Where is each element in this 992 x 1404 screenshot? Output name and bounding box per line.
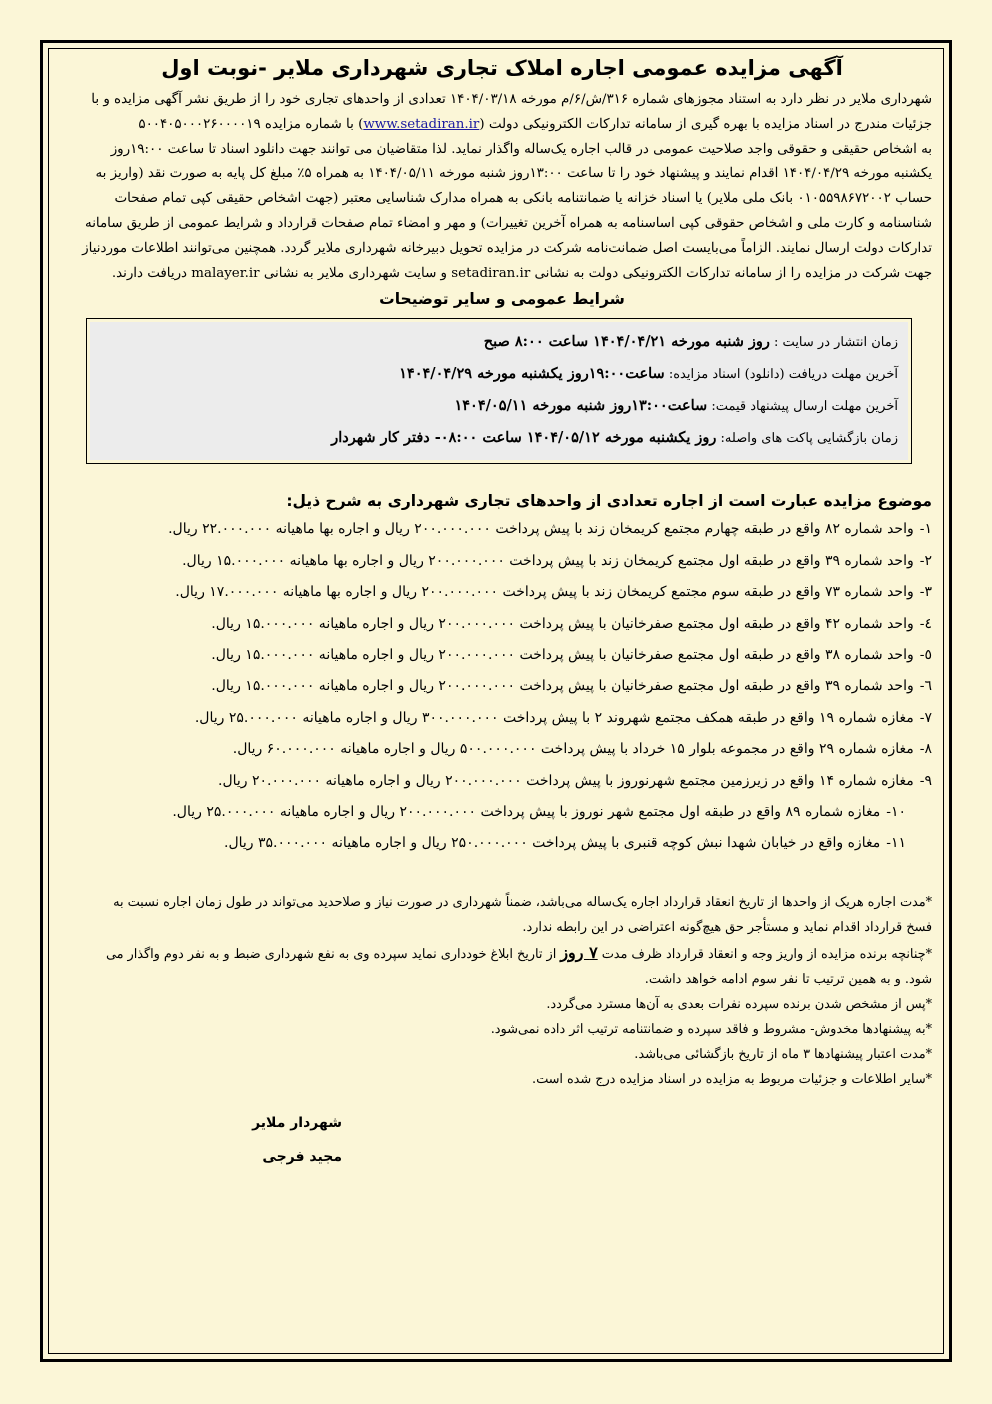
item-number: ٦- xyxy=(919,678,932,695)
intro-line: یکشنبه مورخه ۱۴۰۴/۰۴/۲۹ اقدام نمایند و پیشنهاد خود را تا ساعت ۱۳:۰۰روز شنبه مورخه ۱۴۰۴/۰۵/۱۱ به همراه ۵٪ مبلغ کل پایه به صورت نقد (واریز به xyxy=(95,166,932,182)
schedule-row xyxy=(100,326,898,358)
signature-block xyxy=(72,1106,342,1174)
schedule-row xyxy=(100,390,898,422)
item-number: ۹- xyxy=(919,772,932,789)
item-text: واحد شماره ۴۲ واقع در طبقه اول مجتمع صفرخانیان با پیش پرداخت ۲۰۰.۰۰۰.۰۰۰ ریال و اجاره ماهیانه ۱۵.۰۰۰.۰۰۰ ریال. xyxy=(211,615,914,632)
list-item xyxy=(72,640,932,671)
note-line: شود. و به همین ترتیب تا نفر سوم ادامه خواهد داشت. xyxy=(644,971,932,987)
notes-section xyxy=(72,890,932,1092)
note-line xyxy=(72,940,932,967)
note-line: *مدت اعتبار پیشنهادها ۳ ماه از تاریخ بازگشائی می‌باشد. xyxy=(634,1046,932,1062)
schedule-label: زمان بازگشایی پاکت های واصله: xyxy=(716,431,898,447)
schedule-row xyxy=(100,358,898,390)
schedule-value: ساعت۱۳:۰۰روز شنبه مورخه ۱۴۰۴/۰۵/۱۱ xyxy=(454,397,708,415)
item-number: ۱۱- xyxy=(886,835,906,852)
units-list xyxy=(72,514,932,859)
item-text: واحد شماره ۳۹ واقع در طبقه اول مجتمع کریمخان زند با پیش پرداخت ۲۰۰.۰۰۰.۰۰۰ ریال و اجاره بها ماهیانه ۱۵.۰۰۰.۰۰۰ ریال. xyxy=(182,552,914,569)
note-line: *پس از مشخص شدن برنده سپرده نفرات بعدی به آن‌ها مسترد می‌گردد. xyxy=(546,996,932,1012)
item-number: ۲- xyxy=(919,552,932,569)
intro-line: به اشخاص حقیقی و حقوقی واجد صلاحیت عمومی در قالب اجاره یک‌ساله واگذار نماید. لذا متقاضیان می توانند جهت دانلود اسناد تا ساعت ۱۹:۰۰روز xyxy=(110,141,932,157)
note-text: *چنانچه برنده مزایده از واریز وجه و انعقاد قرارداد ظرف مدت xyxy=(597,946,932,962)
intro-line: شناسنامه و کارت ملی و اشخاص حقوقی کپی اساسنامه به همراه آخرین تغییرات) و مهر و امضاء تمام صفحات قرارداد و شرایط عمومی از طریق سامانه xyxy=(85,215,932,231)
notice-page xyxy=(72,56,932,1346)
item-number: ۸- xyxy=(919,741,932,758)
list-item xyxy=(72,766,932,797)
list-item xyxy=(72,797,932,828)
item-number: ٥- xyxy=(919,647,932,663)
conditions-heading: شرایط عمومی و سایر توضیحات xyxy=(379,290,625,309)
list-item xyxy=(72,609,932,640)
schedule-row xyxy=(100,422,898,454)
intro-text: جزئیات مندرج در اسناد مزایده با بهره گیری از سامانه تدارکات الکترونیکی دولت ( xyxy=(479,116,932,132)
item-text: مغازه شماره ۱۹ واقع در طبقه همکف مجتمع شهروند ۲ با پیش پرداخت ۳۰۰.۰۰۰.۰۰۰ ریال و اجاره ماهیانه ۲۵.۰۰۰.۰۰۰ ریال. xyxy=(194,709,914,726)
intro-paragraph xyxy=(72,88,932,286)
intro-line: شهرداری ملایر در نظر دارد به استناد مجوزهای شماره ۳۱۶/ش/۶/م مورخه ۱۴۰۴/۰۳/۱۸ تعدادی از واحدهای تجاری خود را از طریق نشر آگهی مزایده و با xyxy=(91,92,932,107)
note-line: *سایر اطلاعات و جزئیات مربوط به مزایده در اسناد مزایده درج شده است. xyxy=(532,1071,932,1087)
intro-line xyxy=(72,113,932,138)
schedule-label: آخرین مهلت دریافت (دانلود) اسناد مزایده: xyxy=(664,367,898,383)
notice-title: آگهی مزایده عمومی اجاره املاک تجاری شهرداری ملایر -نوبت اول xyxy=(161,56,843,80)
list-item xyxy=(72,671,932,702)
note-line: فسخ قرارداد اقدام نماید و مستأجر حق هیچ‌گونه اعتراضی در این رابطه ندارد. xyxy=(522,919,932,935)
item-number: ۷- xyxy=(919,709,932,726)
item-text: مغازه شماره ۱۴ واقع در زیرزمین مجتمع شهرنوروز با پیش پرداخت ۲۰۰.۰۰۰.۰۰۰ ریال و اجاره ماهیانه ۲۰.۰۰۰.۰۰۰ ریال. xyxy=(218,772,914,789)
list-item xyxy=(72,577,932,608)
item-text: واحد شماره ۷۳ واقع در طبقه سوم مجتمع کریمخان زند با پیش پرداخت ۲۰۰.۰۰۰.۰۰۰ ریال و اجاره بها ماهیانه ۱۷.۰۰۰.۰۰۰ ریال. xyxy=(175,584,914,601)
item-text: واحد شماره ۸۲ واقع در طبقه چهارم مجتمع کریمخان زند با پیش پرداخت ۲۰۰.۰۰۰.۰۰۰ ریال و اجاره بها ماهیانه ۲۲.۰۰۰.۰۰۰ ریال. xyxy=(168,521,914,538)
item-number: ٤- xyxy=(919,615,932,632)
signer-role: شهردار ملایر xyxy=(252,1114,342,1131)
signer-name: مجید فرجی xyxy=(262,1148,342,1165)
schedule-label: زمان انتشار در سایت : xyxy=(769,335,898,351)
schedule-value: روز شنبه مورخه ۱۴۰۴/۰۴/۲۱ ساعت ۸:۰۰ صبح xyxy=(483,333,770,351)
schedule-label: آخرین مهلت ارسال پیشنهاد قیمت: xyxy=(707,399,898,415)
schedule-box-inner xyxy=(90,322,908,460)
list-item xyxy=(72,734,932,765)
setadiran-link[interactable]: www.setadiran.ir xyxy=(363,116,480,132)
schedule-value: روز یکشنبه مورخه ۱۴۰۴/۰۵/۱۲ ساعت ۰۸:۰۰- دفتر کار شهردار xyxy=(331,429,717,447)
note-line: *به پیشنهادها مخدوش- مشروط و فاقد سپرده و ضمانتنامه ترتیب اثر داده نمی‌شود. xyxy=(490,1021,932,1037)
list-item xyxy=(72,546,932,577)
note-line: *مدت اجاره هریک از واحدها از تاریخ انعقاد قرارداد اجاره یک‌ساله می‌باشد، ضمناً شهرداری در صورت نیاز و صلاحدید می‌تواند در طول زمان اجاره نسبت به xyxy=(113,894,932,910)
item-number: ۱۰- xyxy=(886,804,906,821)
item-text: مغازه شماره ۸۹ واقع در طبقه اول مجتمع شهر نوروز با پیش پرداخت ۲۰۰.۰۰۰.۰۰۰ ریال و اجاره ماهیانه ۲۵.۰۰۰.۰۰۰ ریال. xyxy=(172,804,881,821)
item-text: مغازه شماره ۲۹ واقع در مجموعه بلوار ۱۵ خرداد با پیش پرداخت ۵۰۰.۰۰۰.۰۰۰ ریال و اجاره ماهیانه ۶۰.۰۰۰.۰۰۰ ریال. xyxy=(232,741,914,758)
item-text: مغازه واقع در خیابان شهدا نبش کوچه قنبری با پیش پرداخت ۲۵۰.۰۰۰.۰۰۰ ریال و اجاره ماهیانه ۳۵.۰۰۰.۰۰۰ ریال. xyxy=(224,835,881,852)
intro-text: ) با شماره مزایده ۵۰۰۴۰۵۰۰۰۲۶۰۰۰۰۱۹ xyxy=(138,116,364,132)
item-text: واحد شماره ۳۸ واقع در طبقه اول مجتمع صفرخانیان با پیش پرداخت ۲۰۰.۰۰۰.۰۰۰ ریال و اجاره ماهیانه ۱۵.۰۰۰.۰۰۰ ریال. xyxy=(211,647,914,663)
intro-line: حساب ۰۱۰۵۵۹۸۶۷۲۰۰۲ بانک ملی ملایر) یا اسناد خزانه یا ضمانتنامه بانکی به همراه مدارک شناسایی معتبر (جهت اشخاص حقیقی کپی تمام صفحات xyxy=(114,191,932,207)
item-number: ۳- xyxy=(919,584,932,601)
list-item xyxy=(72,703,932,734)
schedule-value: ساعت۱۹:۰۰روز یکشنبه مورخه ۱۴۰۴/۰۴/۲۹ xyxy=(399,365,665,383)
item-text: واحد شماره ۳۹ واقع در طبقه اول مجتمع صفرخانیان با پیش پرداخت ۲۰۰.۰۰۰.۰۰۰ ریال و اجاره ماهیانه ۱۵.۰۰۰.۰۰۰ ریال. xyxy=(211,678,914,695)
list-item xyxy=(72,828,932,859)
list-item xyxy=(72,514,932,545)
item-number: ۱- xyxy=(919,521,932,538)
note-text: از تاریخ ابلاغ خودداری نماید سپرده وی به نفع شهرداری ضبط و به نفر دوم واگذار می xyxy=(105,946,561,962)
schedule-box xyxy=(86,318,912,464)
note-emphasis: ۷ روز xyxy=(560,942,598,962)
intro-line: تدارکات دولت ارسال نمایند. الزاماً می‌بایست اصل ضمانت‌نامه شرکت در مزایده تحویل دبیرخانه شهرداری ملایر گردد. همچنین می‌توانند اطلاعات موردنیاز xyxy=(82,240,932,256)
subject-heading: موضوع مزایده عبارت است از اجاره تعدادی از واحدهای تجاری شهرداری به شرح ذیل: xyxy=(286,492,932,511)
intro-line: جهت شرکت در مزایده را از سامانه تدارکات الکترونیکی دولت به نشانی setadiran.ir و سایت شهرداری ملایر به نشانی malayer.ir دریافت دارند. xyxy=(111,265,932,281)
